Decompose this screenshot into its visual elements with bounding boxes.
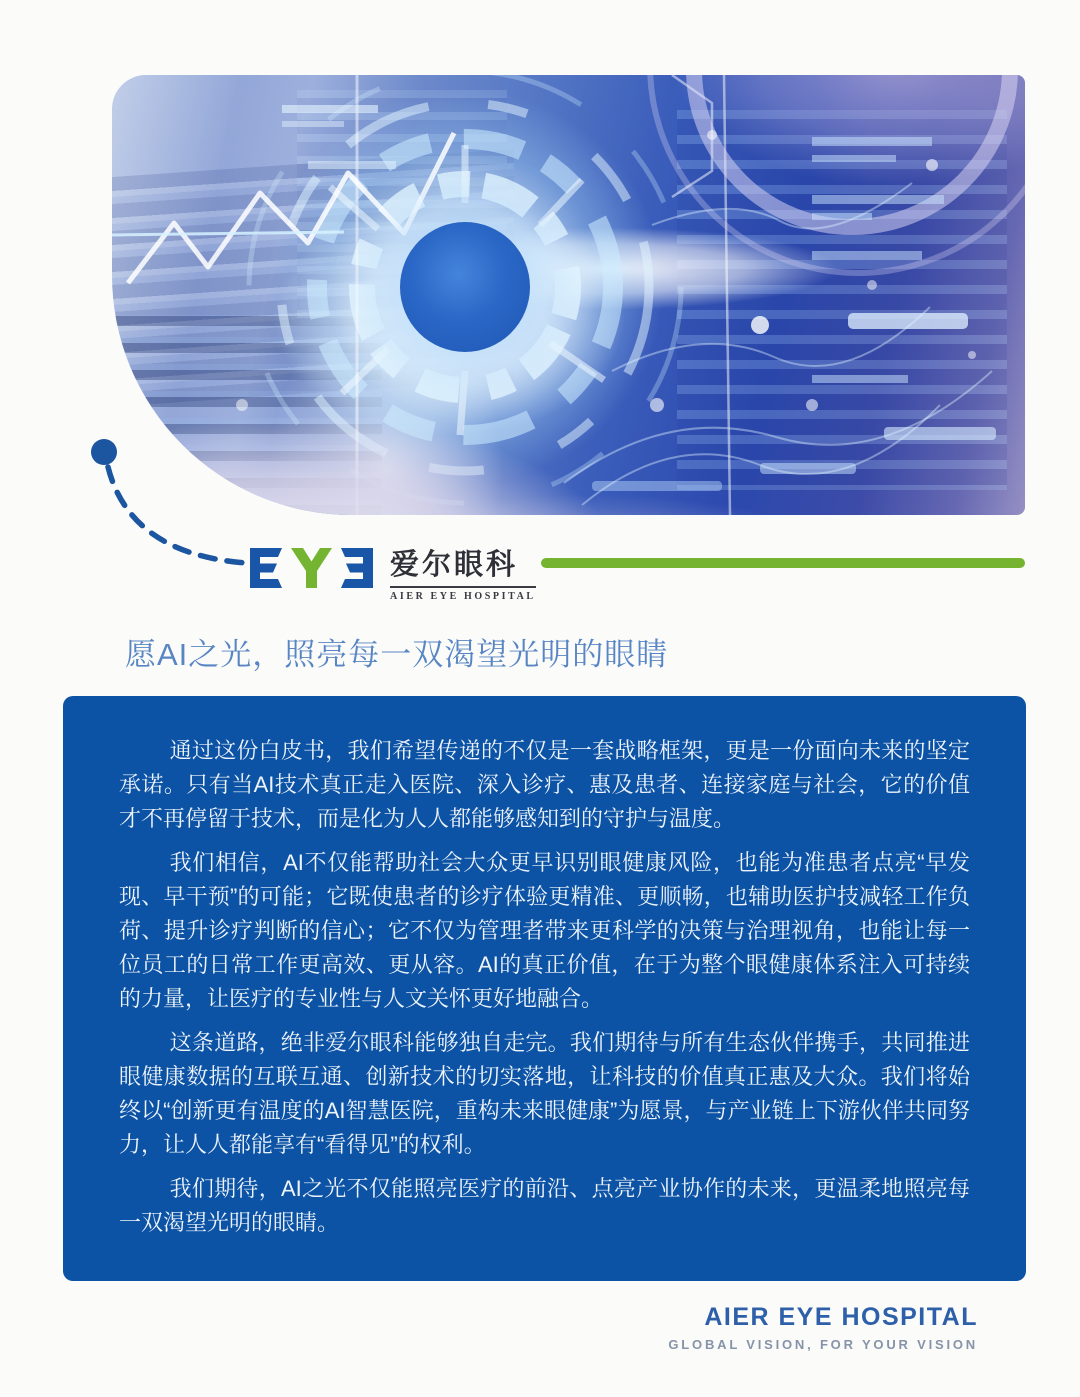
eye-logo-mark [250, 548, 373, 588]
body-paragraph-4: 我们期待，AI之光不仅能照亮医疗的前沿、点亮产业协作的未来，更温柔地照亮每一双渴望光明的眼睛。 [119, 1176, 970, 1235]
footer-brand-slogan: GLOBAL VISION, FOR YOUR VISION [668, 1337, 978, 1352]
logo-chinese-name: 爱尔眼科 [390, 542, 536, 588]
body-paragraph-3: 这条道路，绝非爱尔眼科能够独自走完。我们期待与所有生态伙伴携手，共同推进眼健康数据的互联互通、创新技术的切实落地，让科技的价值真正惠及大众。我们将始终以“创新更有温度的AI智慧医院，重构未来眼健康”为愿景，与产业链上下游伙伴共同努力，让人人都能享有“看得见”的权利。 [119, 1030, 970, 1157]
connector-dashed-path [108, 467, 246, 563]
eye-logo-letter-e-mirrored [341, 548, 373, 588]
connector-dot [91, 439, 117, 465]
body-paragraph-1: 通过这份白皮书，我们希望传递的不仅是一套战略框架，更是一份面向未来的坚定承诺。只有当AI技术真正走入医院、深入诊疗、惠及患者、连接家庭与社会，它的价值才不再停留于技术，而是化为人人都能够感知到的守护与温度。 [119, 738, 970, 831]
page-title: 愿AI之光，照亮每一双渴望光明的眼睛 [125, 637, 669, 672]
dashed-connector [80, 432, 270, 582]
body-paragraph-2: 我们相信，AI不仅能帮助社会大众更早识别眼健康风险，也能为准患者点亮“早发现、早干预”的可能；它既使患者的诊疗体验更精准、更顺畅，也辅助医护技减轻工作负荷、提升诊疗判断的信心；它不仅为管理者带来更科学的决策与治理视角，也能让每一位员工的日常工作更高效、更从容。AI的真正价值，在于为整个眼健康体系注入可持续的力量，让医疗的专业性与人文关怀更好地融合。 [119, 850, 970, 1011]
eye-logo-letter-e [250, 548, 282, 588]
content-panel [63, 696, 1026, 1281]
footer-brand-title: AIER EYE HOSPITAL [704, 1303, 978, 1331]
eye-pupil [400, 222, 530, 352]
eye-logo-letter-y [291, 548, 332, 588]
logo-english-name: AIER EYE HOSPITAL [390, 591, 536, 602]
page-footer [668, 1303, 978, 1352]
logo-text-block [390, 542, 536, 602]
green-divider-line [541, 558, 1025, 568]
